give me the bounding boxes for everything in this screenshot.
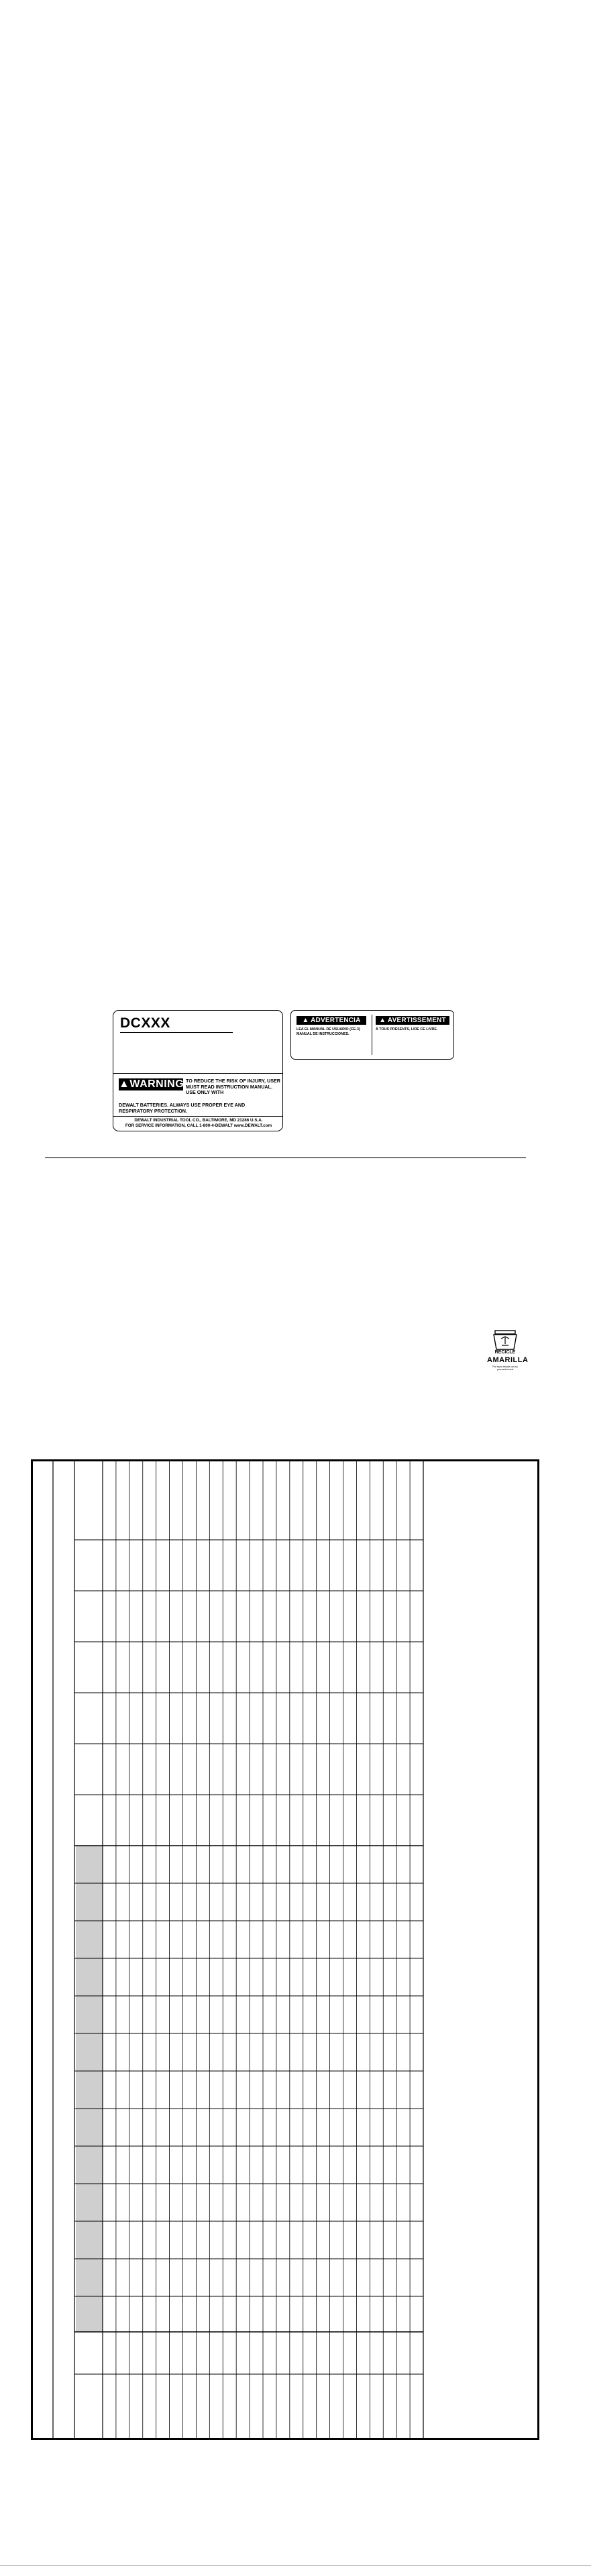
label-footer bbox=[117, 1118, 280, 1129]
table-grid bbox=[33, 1461, 537, 2438]
recycle-logo-line-2: AMARILLA bbox=[487, 1356, 529, 1364]
label-footer-line-2: FOR SERVICE INFORMATION, CALL 1-800-4-DEWALT www.DEWALT.com bbox=[125, 1123, 272, 1128]
label-model-number: DCXXX bbox=[120, 1015, 170, 1031]
section-divider bbox=[45, 1157, 526, 1158]
advertencia-badge bbox=[297, 1016, 366, 1025]
warning-triangle-icon: ▲ bbox=[302, 1017, 309, 1024]
page-bottom-rule bbox=[0, 2565, 591, 2566]
warning-badge-text: WARNING bbox=[129, 1078, 184, 1090]
advertencia-badge-text: ADVERTENCIA bbox=[311, 1017, 361, 1024]
warning-badge bbox=[119, 1078, 183, 1090]
avertissement-badge-text: AVERTISSEMENT bbox=[387, 1017, 446, 1024]
advertencia-text: LEA EL MANUAL DE USUARIO (CE-3) MANUAL DE INSTRUCCIONES. bbox=[297, 1027, 360, 1036]
label-divider bbox=[113, 1073, 282, 1074]
avertissement-text: À TOUS PRÉSENTS, LIRE CE LIVRE. bbox=[376, 1027, 438, 1031]
recycle-logo-fine-print: Por favor recicle con su proveedor local bbox=[492, 1365, 518, 1371]
avertissement-badge bbox=[376, 1016, 449, 1025]
label-footer-divider bbox=[113, 1116, 282, 1117]
warning-label-card bbox=[113, 1010, 283, 1131]
rotated-data-table bbox=[31, 1459, 539, 2440]
warning-text-continued: DEWALT BATTERIES. ALWAYS USE PROPER EYE AND RESPIRATORY PROTECTION. bbox=[119, 1102, 246, 1114]
warning-triangle-icon: ▲ bbox=[379, 1017, 386, 1024]
recycle-logo-line-1: RECICLE bbox=[494, 1350, 516, 1355]
warning-triangle-icon: ▲ bbox=[119, 1078, 130, 1090]
recycle-logo bbox=[487, 1329, 529, 1374]
label-model-underline bbox=[120, 1032, 233, 1033]
bilingual-warning-label bbox=[290, 1010, 454, 1060]
label-footer-line-1: DEWALT INDUSTRIAL TOOL CO., BALTIMORE, MD 21286 U.S.A. bbox=[134, 1118, 263, 1123]
warning-text: TO REDUCE THE RISK OF INJURY, USER MUST READ INSTRUCTION MANUAL. USE ONLY WITH bbox=[186, 1078, 280, 1096]
